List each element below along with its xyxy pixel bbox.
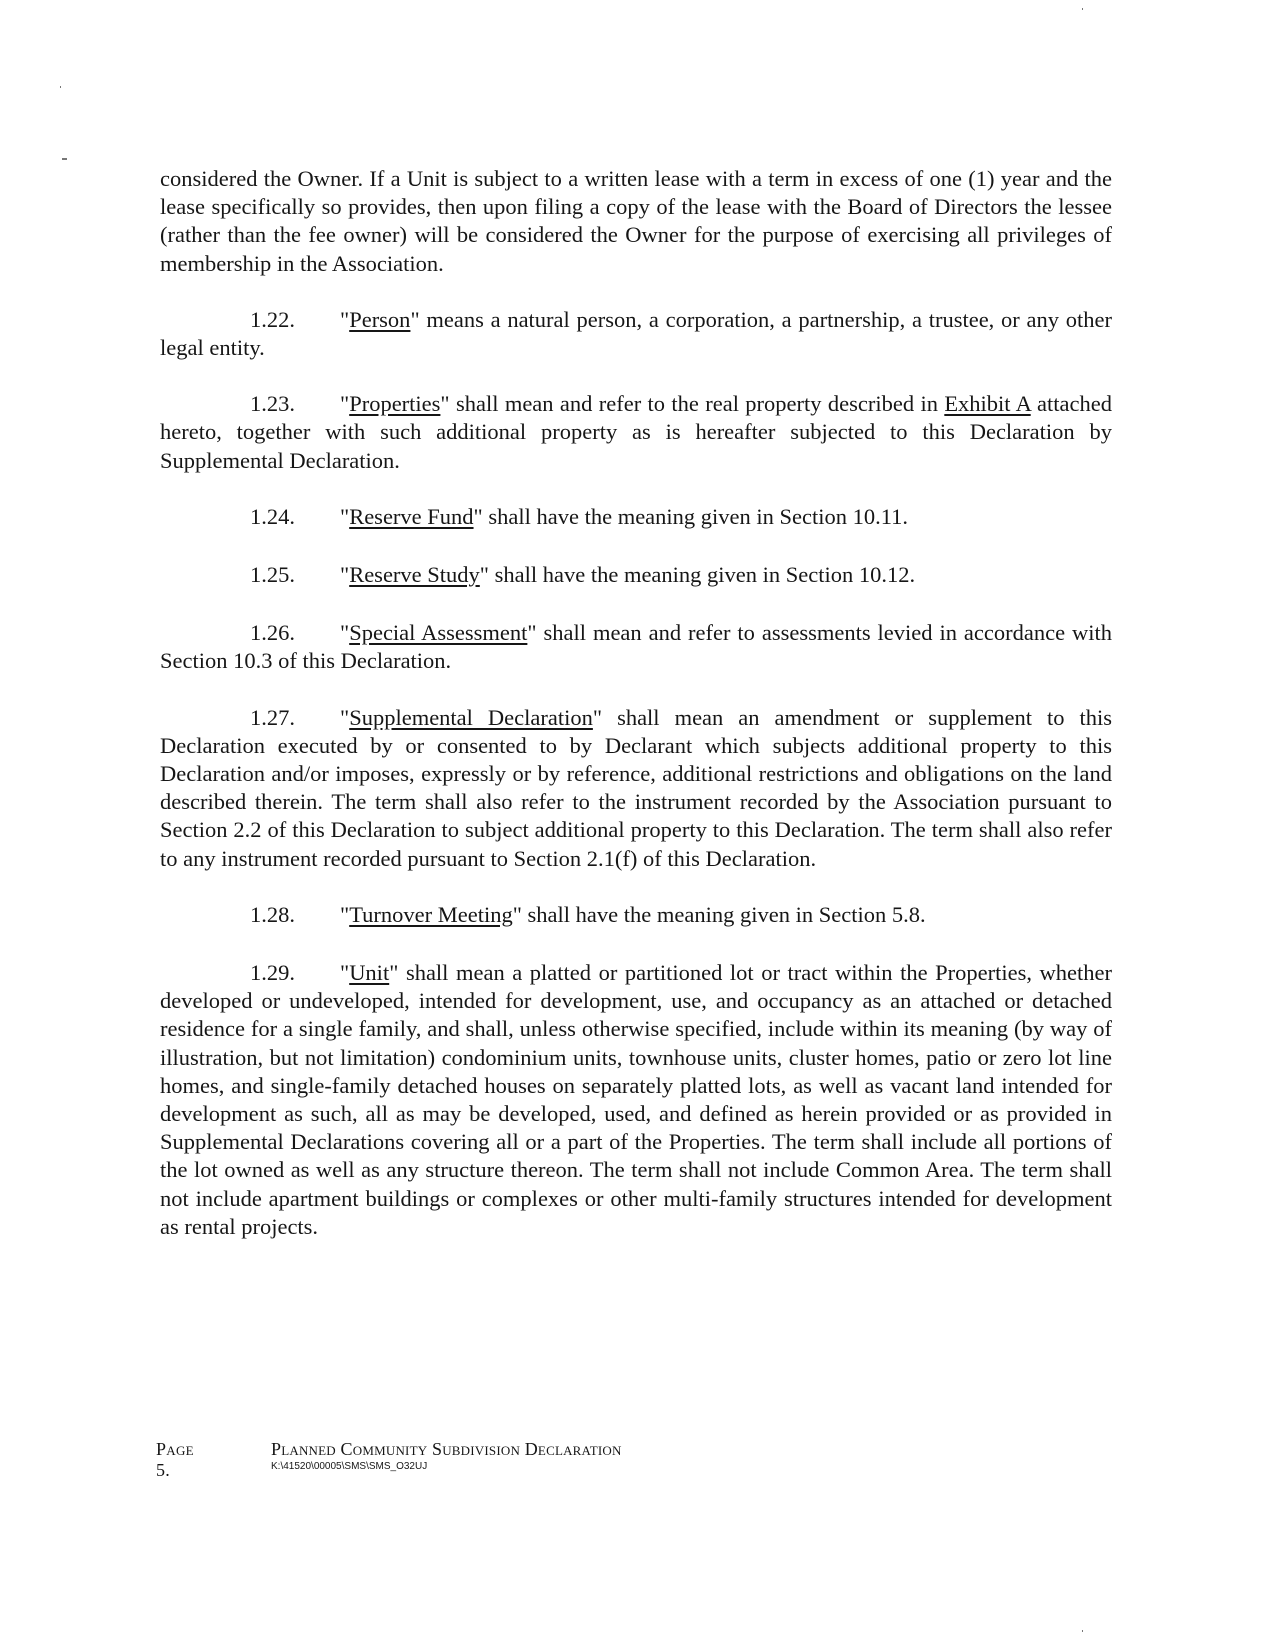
definition-text: shall mean and refer to the real property described in: [449, 391, 945, 417]
definition-text: shall have the meaning given in Section 5.8.: [521, 901, 926, 927]
definition-text: means a natural person, a corporation, a partnership, a trustee, or any other legal entity.: [160, 306, 1112, 361]
exhibit-reference: Exhibit A: [944, 391, 1031, 417]
document-title: Planned Community Subdivision Declaration: [271, 1439, 622, 1459]
definition-text: shall mean an amendment or supplement to this Declaration executed by or consented to by Declarant which subjects additional property to this Declaration and/or imposes, expressly or by reference, additional restrictions and obligations on the land described therein. The term shall also refer to the instrument recorded by the Association pursuant to Section 2.2 of this Declaration to subject additional property to this Declaration. The term shall also refer to any instrument recorded pursuant to Section 2.1(f) of this Declaration.: [160, 704, 1113, 871]
file-path: K:\41520\00005\SMS\SMS_O32UJ: [271, 1461, 428, 1472]
section-number: 1.23.: [250, 391, 295, 417]
section-number: 1.22.: [250, 306, 295, 332]
scan-speck: [1082, 1630, 1083, 1632]
scan-speck: [62, 158, 67, 160]
section-number: 1.27.: [250, 704, 295, 730]
section-number: 1.24.: [250, 503, 295, 529]
defined-term: Reserve Study: [349, 562, 480, 588]
document-body: [160, 165, 1112, 1269]
definition-reserve-study: 1.25. "Reserve Study" shall have the meaning given in Section 10.12.: [160, 561, 1112, 589]
definition-supplemental-declaration: 1.27. "Supplemental Declaration" shall mean an amendment or supplement to this Declaration executed by or consented to by Declarant which subjects additional property to this Declaration and/or imposes, expressly or by reference, additional restrictions and obligations on the land described therein. The term shall also refer to the instrument recorded by the Association pursuant to Section 2.2 of this Declaration to subject additional property to this Declaration. The term shall also refer to any instrument recorded pursuant to Section 2.1(f) of this Declaration.: [160, 704, 1113, 871]
definition-unit: 1.29. "Unit" shall mean a platted or partitioned lot or tract within the Properties, whether developed or undeveloped, intended for development, use, and occupancy as an attached or detached residence for a single family, and shall, unless otherwise specified, include within its meaning (by way of illustration, but not limitation) condominium units, townhouse units, cluster homes, patio or zero lot line homes, and single-family detached houses on separately platted lots, as well as vacant land intended for development as such, all as may be developed, used, and defined as herein provided or as provided in Supplemental Declarations covering all or a part of the Properties. The term shall include all portions of the lot owned as well as any structure thereon. The term shall not include Common Area. The term shall not include apartment buildings or complexes or other multi-family structures intended for development as rental projects.: [160, 960, 1112, 1239]
definition-text: shall mean a platted or partitioned lot or tract within the Properties, whether developed or undeveloped, intended for development, use, and occupancy as an attached or detached residence for a single family, and shall, unless otherwise specified, include within its meaning (by way of illustration, but not limitation) condominium units, townhouse units, cluster homes, patio or zero lot line homes, and single-family detached houses on separately platted lots, as well as vacant land intended for development as such, all as may be developed, used, and defined as herein provided or as provided in Supplemental Declarations covering all or a part of the Properties. The term shall include all portions of the lot owned as well as any structure thereon. The term shall not include Common Area. The term shall not include apartment buildings or complexes or other multi-family structures intended for development as rental projects.: [160, 960, 1112, 1239]
scan-speck: [60, 86, 61, 88]
definition-text: shall have the meaning given in Section 10.12.: [488, 562, 916, 588]
section-number: 1.28.: [250, 901, 295, 927]
defined-term: Reserve Fund: [349, 503, 474, 529]
definition-text: shall have the meaning given in Section 10.11.: [482, 503, 909, 529]
section-number: 1.29.: [250, 960, 295, 986]
definition-special-assessment: 1.26. "Special Assessment" shall mean and refer to assessments levied in accordance with Section 10.3 of this Declaration.: [160, 620, 1113, 674]
defined-term: Unit: [349, 960, 390, 986]
defined-term: Person: [349, 306, 411, 332]
definition-text: shall mean and refer to assessments levied in accordance with Section 10.3 of this Declaration.: [160, 620, 1113, 674]
defined-term: Properties: [349, 391, 441, 417]
definition-text-continued: attached hereto, together with such additional property as is hereafter subjected to this Declaration by Supplemental Declaration.: [160, 391, 1112, 473]
section-number: 1.25.: [250, 562, 295, 588]
definition-turnover-meeting: 1.28. "Turnover Meeting" shall have the meaning given in Section 5.8.: [160, 901, 1112, 929]
definition-reserve-fund: 1.24. "Reserve Fund" shall have the meaning given in Section 10.11.: [160, 503, 1112, 531]
defined-term: Turnover Meeting: [349, 901, 513, 927]
scan-speck: [1082, 8, 1083, 10]
definition-person: 1.22. "Person" means a natural person, a corporation, a partnership, a trustee, or any other legal entity.: [160, 306, 1112, 361]
intro-paragraph: considered the Owner. If a Unit is subject to a written lease with a term in excess of one (1) year and the lease specifically so provides, then upon filing a copy of the lease with the Board of Directors the lessee (rather than the fee owner) will be considered the Owner for the purpose of exercising all privileges of membership in the Association.: [160, 166, 1112, 276]
defined-term: Special Assessment: [349, 620, 528, 646]
defined-term: Supplemental Declaration: [349, 704, 593, 730]
definition-properties: 1.23. "Properties" shall mean and refer to the real property described in Exhibit A attached hereto, together with such additional property as is hereafter subjected to this Declaration by Supplemental Declaration.: [160, 391, 1112, 473]
section-number: 1.26.: [250, 620, 295, 646]
page-number: Page 5.: [156, 1439, 194, 1480]
